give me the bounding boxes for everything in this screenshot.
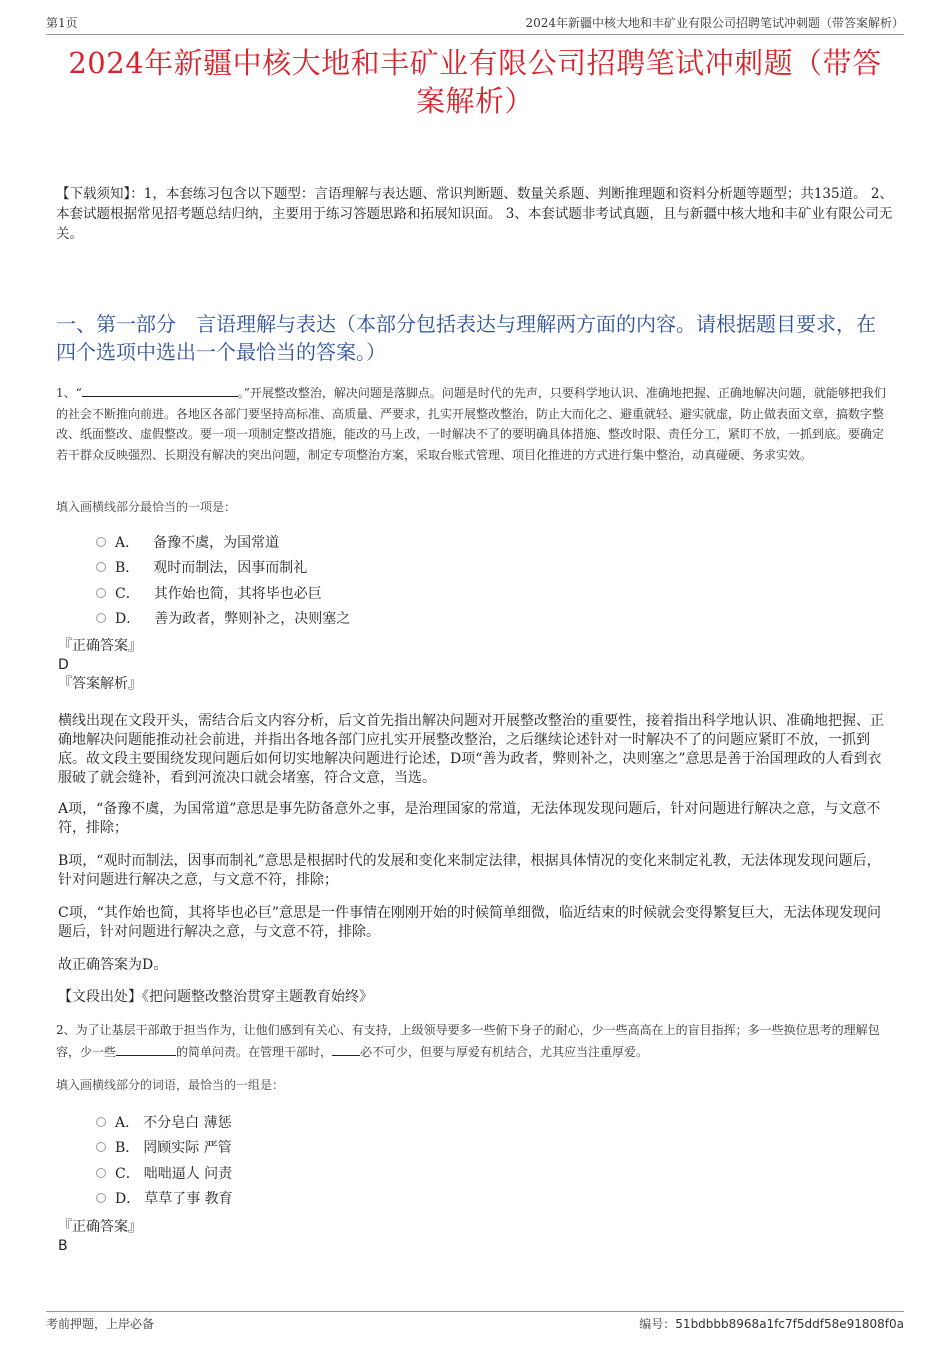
radio-icon[interactable]	[96, 1117, 106, 1127]
page-number: 第1页	[46, 16, 78, 30]
section-heading: 一、第一部分 言语理解与表达（本部分包括表达与理解两方面的内容。请根据题目要求，在四个选项中选出一个最恰当的答案。）	[56, 312, 876, 364]
radio-icon[interactable]	[96, 613, 106, 623]
answer-value: B	[58, 1238, 68, 1254]
question-1-stem	[56, 382, 894, 465]
header-doc-title: 2024年新疆中核大地和丰矿业有限公司招聘笔试冲刺题（带答案解析）	[525, 16, 904, 30]
answer-blank	[116, 1041, 176, 1056]
option-b[interactable]: B． 观时而制法，因事而制礼	[96, 555, 350, 581]
option-a[interactable]: A． 不分皂白 薄惩	[96, 1109, 233, 1135]
title-line-2: 案解析）	[415, 84, 534, 118]
option-c[interactable]: C． 咄咄逼人 问责	[96, 1160, 233, 1186]
radio-icon[interactable]	[96, 1142, 106, 1152]
download-notice: 【下载须知】：1，本套练习包含以下题型：言语理解与表达题、常识判断题、数量关系题、判断推理题和资料分析题等题型；共135道。 2、本套试题根据常见招考题总结归纳，主要用于练习答题思路和拓展知识面。 3、本套试题非考试真题，且与新疆中核大地和丰矿业有限公司无关。	[56, 186, 893, 242]
question-2-stem: 2、为了让基层干部敢于担当作为，让他们感到有关心、有支持，上级领导要多一些俯下身子的耐心，少一些高高在上的盲目指挥；多一些换位思考的理解包容，少一些 的简单问责。在管理干部时， 必不可少，但要与厚爱有机结合，尤其应当注重厚爱。	[56, 1023, 880, 1059]
option-c[interactable]: C． 其作始也简，其将毕也必巨	[96, 580, 350, 606]
analysis-label: 『答案解析』	[58, 676, 142, 692]
option-d[interactable]: D． 草草了事 教育	[96, 1186, 233, 1212]
analysis-paragraph-1: 横线出现在文段开头，需结合后文内容分析，后文首先指出解决问题对开展整改整治的重要性，接着指出科学地认识、准确地把握、正确地解决问题能推动社会前进，并指出各地各部门应扎实开展整改整治，之后继续论述针对一时解决不了的问题应紧盯不放，一抓到底。故文段主要围绕发现问题后如何切实地解决问题进行论述，D项“善为政者，弊则补之，决则塞之”意思是善于治国理政的人看到衣服破了就会缝补，看到河流决口就会堵塞，符合文意，当选。	[58, 713, 884, 786]
question-1-answer	[58, 637, 142, 694]
answer-blank	[332, 1041, 360, 1056]
question-1-source: 【文段出处】《把问题整改整治贯穿主题教育始终》	[58, 989, 373, 1005]
radio-icon[interactable]	[96, 562, 106, 572]
option-a[interactable]: A． 备豫不虞，为国常道	[96, 529, 350, 555]
radio-icon[interactable]	[96, 588, 106, 598]
title-line-1: 2024年新疆中核大地和丰矿业有限公司招聘笔试冲刺题（带答	[68, 46, 882, 80]
analysis-paragraph-3: B项，“观时而制法，因事而制礼”意思是根据时代的发展和变化来制定法律，根据具体情况的变化来制定礼教，无法体现发现问题后，针对问题进行解决之意，与文意不符，排除；	[58, 853, 881, 888]
page-header	[46, 14, 904, 35]
question-1-prompt: 填入画横线部分最恰当的一项是：	[56, 500, 237, 514]
page-footer	[46, 1311, 904, 1335]
analysis-paragraph-4: C项，“其作始也简，其将毕也必巨”意思是一件事情在刚刚开始的时候简单细微，临近结束的时候就会变得繁复巨大，无法体现发现问题后，针对问题进行解决之意，与文意不符，排除。	[58, 905, 882, 940]
question-1-text: 。”开展整改整治，解决问题是落脚点。问题是时代的先声，只要科学地认识、准确地把握、正确地解决问题，就能够把我们的社会不断推向前进。各地区各部门要坚持高标准、高质量、严要求，扎实开展整改整治，防止大而化之、避重就轻、避实就虚，防止做表面文章，搞数字整改、纸面整改、虚假整改。要一项一项制定整改措施，能改的马上改，一时解决不了的要明确具体措施、整改时限、责任分工，紧盯不放，一抓到底。要确定若干群众反映强烈、长期没有解决的突出问题，制定专项整治方案，采取台账式管理、项目化推进的方式进行集中整治，动真碰硬、务求实效。	[56, 386, 886, 462]
question-2-answer	[58, 1218, 142, 1256]
question-1-prefix: 1、“	[56, 386, 82, 400]
analysis-paragraph-2: A项，“备豫不虞，为国常道”意思是事先防备意外之事，是治理国家的常道，无法体现发现问题后，针对问题进行解决之意，与文意不符，排除；	[58, 801, 881, 836]
radio-icon[interactable]	[96, 537, 106, 547]
answer-blank	[82, 382, 238, 397]
radio-icon[interactable]	[96, 1193, 106, 1203]
question-2-prompt: 填入画横线部分的词语，最恰当的一组是：	[56, 1078, 285, 1092]
option-d[interactable]: D． 善为政者，弊则补之，决则塞之	[96, 606, 350, 632]
document-title	[40, 44, 910, 120]
footer-serial-number: 编号：51bdbbb8968a1fc7f5ddf58e91808f0a	[639, 1317, 904, 1331]
answer-label: 『正确答案』	[58, 1219, 142, 1235]
analysis-conclusion: 故正确答案为D。	[58, 957, 168, 973]
option-b[interactable]: B． 罔顾实际 严管	[96, 1135, 233, 1161]
answer-label: 『正确答案』	[58, 638, 142, 654]
question-1-options	[96, 529, 350, 631]
footer-slogan: 考前押题，上岸必备	[46, 1317, 155, 1331]
question-2-options	[96, 1109, 233, 1211]
answer-value: D	[58, 657, 69, 673]
radio-icon[interactable]	[96, 1168, 106, 1178]
